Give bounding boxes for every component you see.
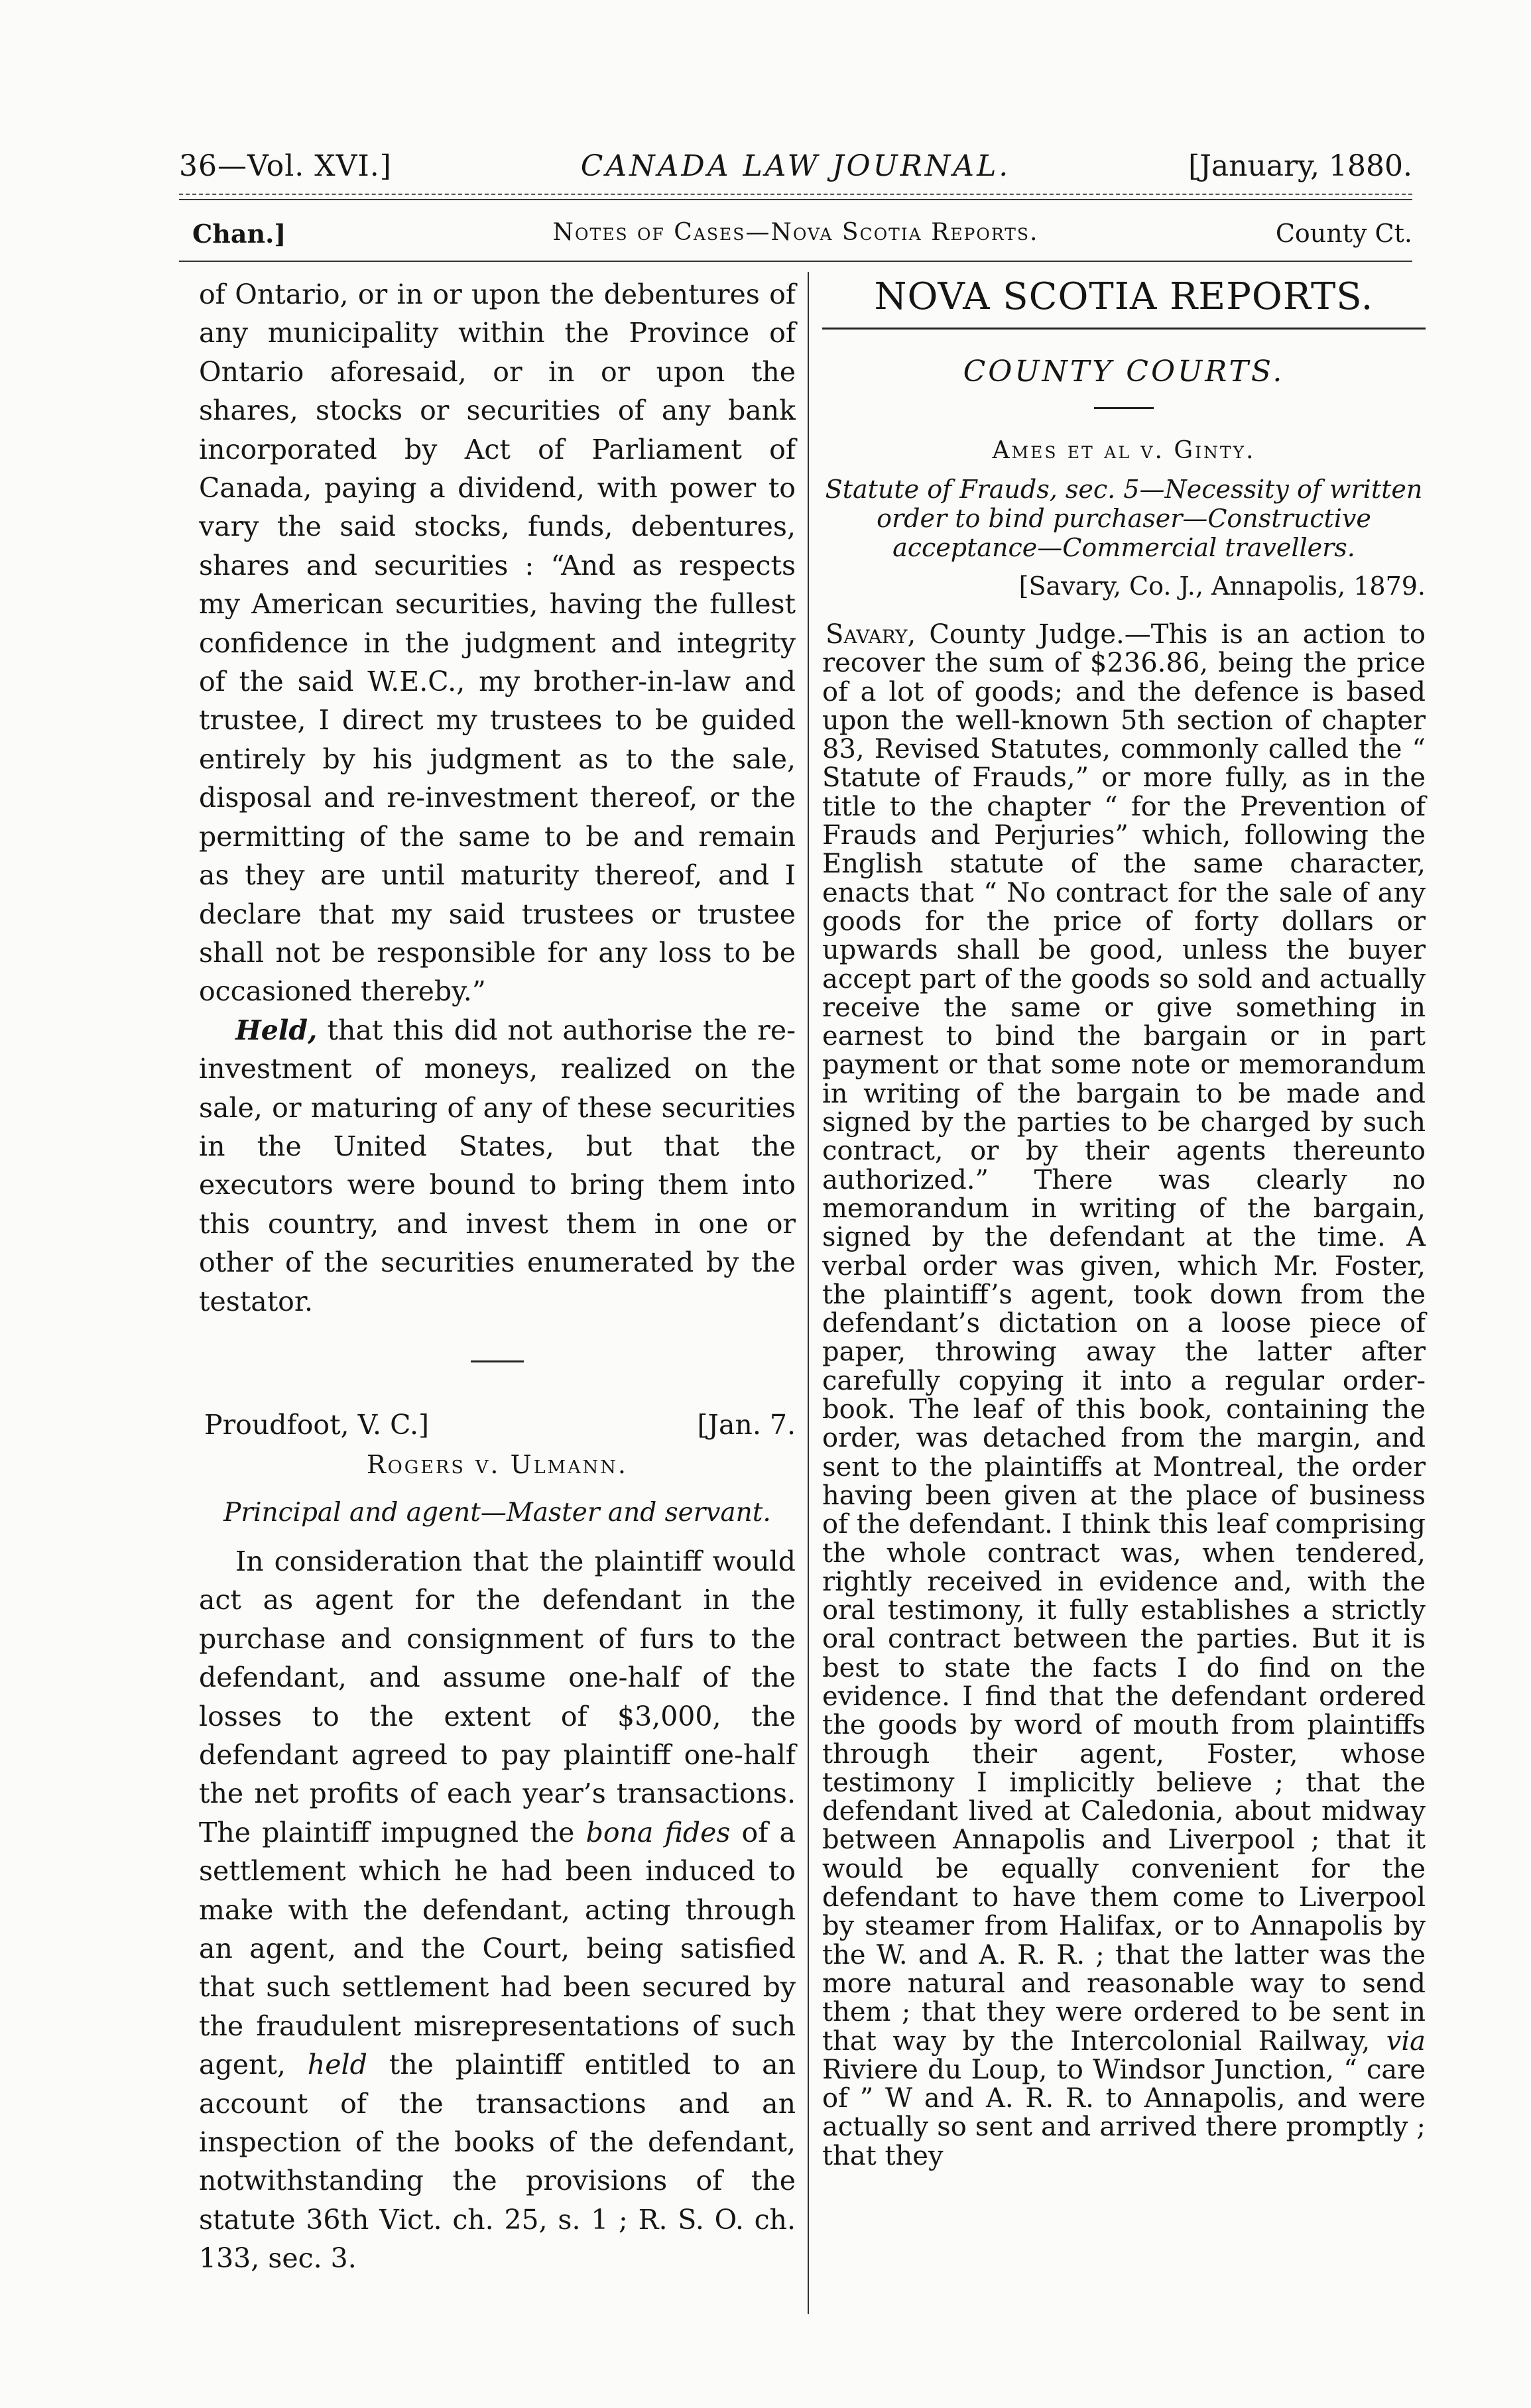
header-journal-title: CANADA LAW JOURNAL. <box>580 149 1011 183</box>
reports-title-rule <box>822 328 1426 330</box>
summary-text-b: of a settlement which he had been induced to make with the defendant, acting through an agent, and the Court, being satisfied that such settlement had been secured by the fraudulent misrepresentations of such agent, <box>199 1816 796 2081</box>
section-title: Notes of Cases—Nova Scotia Reports. <box>552 219 1039 246</box>
header-rule-dashed <box>179 194 1412 195</box>
section-rule <box>179 261 1412 262</box>
held-label: Held, <box>235 1014 318 1046</box>
case-court: [Savary, Co. J., Annapolis, 1879. <box>1018 572 1426 601</box>
summary-text-a: In consideration that the plaintiff would act as agent for the defendant in the purchase and consignment of furs to the defendant, and assume one-half of the losses to the extent of $3,000, the defendant agreed to pay plaintiff one-half the net profits of each year’s transactions. The plaintiff impugned the <box>199 1545 796 1848</box>
held-paragraph <box>199 1011 796 1321</box>
section-header <box>179 219 1412 259</box>
running-header <box>179 149 1412 196</box>
summary-held: held <box>307 2049 367 2081</box>
court-title-rule <box>1094 407 1154 409</box>
case-judge: Proudfoot, V. C.] <box>204 1408 430 1441</box>
court-title: COUNTY COURTS. <box>963 355 1285 389</box>
left-column <box>199 275 796 2278</box>
judgment-text-a: County Judge.—This is an action to recover the sum of $236.86, being the price of a lot of goods; and the defence is based upon the well-known 5th section of chapter 83, Revised Statutes, commonly called the “ Statute of Frauds,” or more fully, as in the title to the chapter “ for the Prevention of Frauds and Perjuries” which, following the English statute of the same character, enacts that “ No contract for the sale of any goods for the price of forty dollars or upwards shall be good, unless the buyer accept part of the goods so sold and actually receive the same or give something in earnest to bind the bargain or in part payment or that some note or memorandum in writing of the bargain to be made and signed by the parties to be charged by such contract, or by their agents thereunto authorized.” There was clearly no memorandum in writing of the bargain, signed by the defendant at the time. A verbal order was given, which Mr. Foster, the plaintiff’s agent, took down from the defendant’s dictation on a loose piece of paper, throwing away the latter after carefully copying it into a regular order-book. The leaf of this book, containing the order, was detached from the margin, and sent to the plaintiffs at Montreal, the order having been given at the place of business of the defendant. I think this leaf comprising the whole contract was, when tendered, rightly received in evidence and, with the oral testimony, it fully establishes a strictly oral contract between the parties. But it is best to state the facts I do find on the evidence. I find that the defendant ordered the goods by word of mouth from plaintiffs through their agent, Foster, whose testimony I implicitly believe ; that the defendant lived at Caledonia, about midway between Annapolis and Liverpool ; that it would be equally convenient for the defendant to have them come to Liverpool by steamer from Halifax, or to Annapolis by the W. and A. R. R. ; that the latter was the more natural and reasonable way to send them ; that they were ordered to be sent in that way by the Intercolonial Railway, <box>822 619 1426 2057</box>
case-title: Rogers v. Ulmann. <box>366 1449 628 1479</box>
summary-text-c: the plaintiff entitled to an account of the transactions and an inspection of the books of the defendant, notwithstanding the provisions of the statute 36th Vict. ch. 25, s. 1 ; R. S. O. ch. 133, sec. 3. <box>199 2049 796 2275</box>
case-summary-paragraph <box>199 1542 796 2278</box>
judgment-via: via <box>1386 2025 1426 2057</box>
case-headnote-subject: Principal and agent—Master and servant. <box>223 1497 771 1528</box>
header-volume: 36—Vol. XVI.] <box>179 149 392 183</box>
judgment-text-b: Riviere du Loup, to Windsor Junction, “ care of ” W and A. R. R. to Annapolis, and were actually so sent and arrived there promptly ; that they <box>822 2054 1426 2171</box>
case-headnote-subject: Statute of Frauds, sec. 5—Necessity of written order to bind purchaser—Constructive acceptance—Commercial travellers. <box>825 475 1423 562</box>
case-title: Ames et al v. Ginty. <box>992 437 1256 464</box>
section-right: County Ct. <box>1275 219 1412 248</box>
case-heading <box>199 1409 796 1449</box>
held-text: that this did not authorise the re-investment of moneys, realized on the sale, or maturing of any of these securities in the United States, but that the executors were bound to bring them into this country, and invest them in one or other of the securities enumerated by the testator. <box>199 1014 796 1317</box>
case-divider <box>471 1360 524 1362</box>
judgment-paragraph <box>822 621 1426 2171</box>
reports-title: NOVA SCOTIA REPORTS. <box>874 275 1374 318</box>
header-date: [January, 1880. <box>1188 149 1412 183</box>
right-column <box>822 275 1426 2171</box>
summary-bona-fides: bona fides <box>585 1816 731 1848</box>
column-divider <box>808 272 809 2314</box>
header-rule <box>179 199 1412 200</box>
section-left: Chan.] <box>192 219 286 249</box>
will-clause-paragraph: of Ontario, or in or upon the debentures of any municipality within the Province of Ontario aforesaid, or in or upon the shares, stocks or securities of any bank incorporated by Act of Parliament of Canada, paying a dividend, with power to vary the said stocks, funds, debentures, shares and securities : “And as respects my American securities, having the fullest confidence in the judgment and integrity of the said W.E.C., my brother-in-law and trustee, I direct my trustees to be guided entirely by his judgment as to the sale, disposal and re-investment thereof, or the permitting of the same to be and remain as they are until maturity thereof, and I declare that my said trustees or trustee shall not be responsible for any loss to be occasioned thereby.” <box>199 278 796 1008</box>
case-date: [Jan. 7. <box>697 1408 796 1441</box>
judge-name: Savary, <box>826 619 916 650</box>
